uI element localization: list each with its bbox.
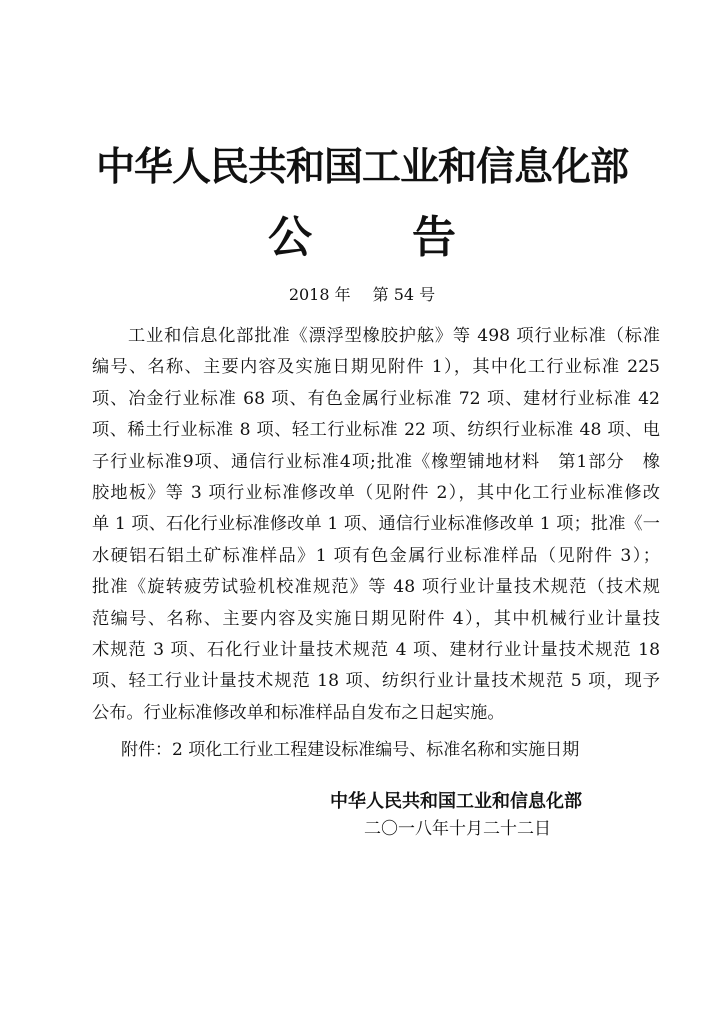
body-line: 术规范 3 项、石化行业计量技术规范 4 项、建材行业计量技术规范 18: [92, 640, 660, 661]
document-year: 2018 年: [288, 285, 351, 304]
page-title: 中华人民共和国工业和信息化部: [95, 145, 628, 190]
body-line: 工业和信息化部批准《漂浮型橡胶护舷》等 498 项行业标准（标准: [128, 326, 660, 346]
announcement-body: [92, 321, 660, 729]
signature-date: 二〇一八年十月二十二日: [364, 819, 551, 839]
body-line: 批准《旋转疲劳试验机校准规范》等 48 项行业计量技术规范（技术规: [92, 577, 660, 598]
body-line: 项、轻工行业计量技术规范 18 项、纺织行业计量技术规范 5 项，现予: [92, 671, 660, 692]
body-line: 公布。行业标准修改单和标准样品自发布之日起实施。: [92, 702, 505, 723]
document-serial: 第 54 号: [372, 285, 436, 304]
announcement-heading-char-2: 告: [412, 212, 456, 263]
body-line: 编号、名称、主要内容及实施日期见附件 1），其中化工行业标准 225: [92, 357, 660, 378]
body-line: 水硬铝石铝土矿标准样品》1 项有色金属行业标准样品（见附件 3）；: [92, 545, 660, 566]
attachment-note: 附件：2 项化工行业工程建设标准编号、标准名称和实施日期: [121, 740, 580, 760]
body-line: 胶地板》等 3 项行业标准修改单（见附件 2），其中化工行业标准修改: [92, 483, 660, 504]
body-line: 项、冶金行业标准 68 项、有色金属行业标准 72 项、建材行业标准 42: [92, 388, 660, 409]
signature-organization: 中华人民共和国工业和信息化部: [330, 791, 582, 812]
announcement-heading: [0, 212, 724, 264]
body-line: 单 1 项、石化行业标准修改单 1 项、通信行业标准修改单 1 项；批准《一: [92, 514, 660, 535]
body-line: 项、稀土行业标准 8 项、轻工行业标准 22 项、纺织行业标准 48 项、电: [92, 420, 660, 441]
announcement-heading-char-1: 公: [268, 212, 312, 263]
body-line: 子行业标准9项、通信行业标准4项;批准《橡塑铺地材料 第1部分 橡: [92, 451, 660, 472]
body-line: 范编号、名称、主要内容及实施日期见附件 4），其中机械行业计量技: [92, 608, 660, 629]
document-number: [0, 284, 724, 306]
